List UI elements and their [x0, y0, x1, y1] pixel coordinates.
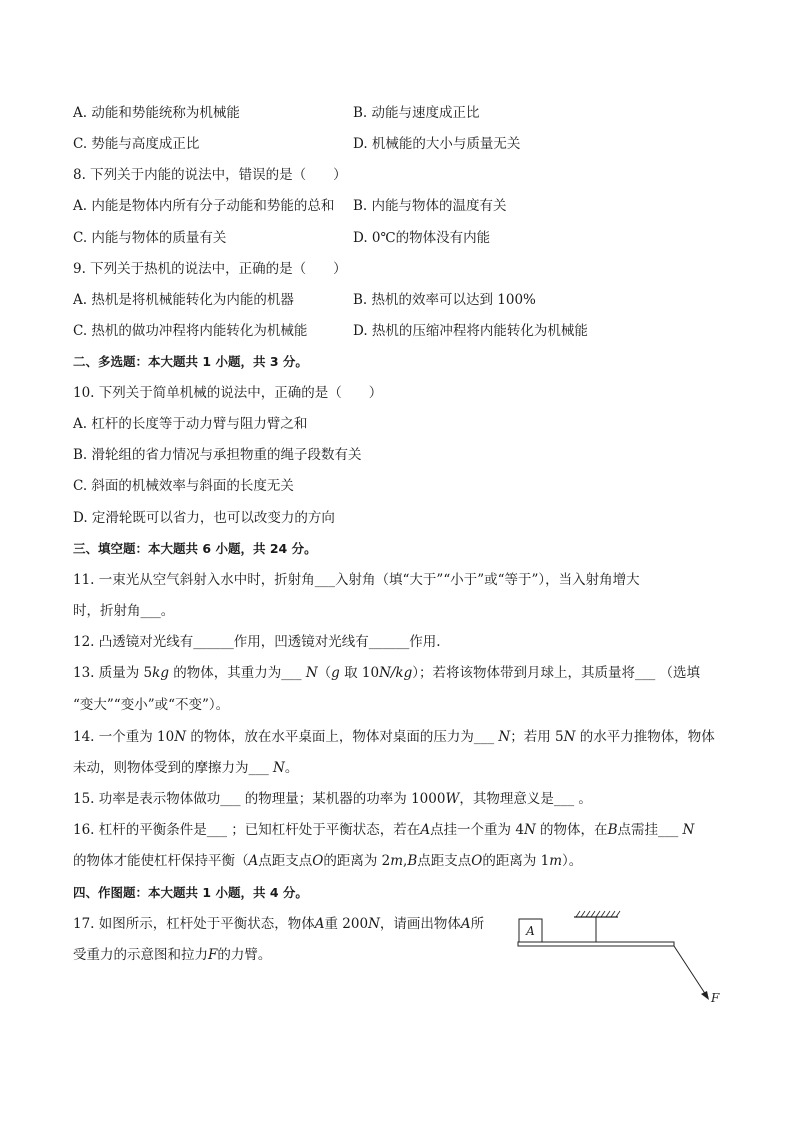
section-4-score: 4: [269, 885, 279, 900]
q17-force-f: F: [208, 947, 218, 963]
q14-unit-3: N: [563, 729, 576, 745]
q17-text-e: 受重力的示意图和拉力: [73, 947, 208, 963]
q9-option-b: B. 热机的效率可以达到 100%: [353, 292, 536, 308]
q14-unit-1: N: [174, 729, 187, 745]
q14-text-d: 的水平力推物体，物体: [575, 729, 715, 745]
force-f-label: F: [711, 991, 720, 1005]
q14-unit-4: N: [273, 760, 285, 776]
section-3-count: 6: [202, 541, 212, 556]
section-3-title: 三、填空题：本大题共: [73, 541, 199, 556]
q16-unit-1: N: [523, 822, 536, 838]
section-4-count: 1: [202, 885, 212, 900]
q14-text-e: 未动，则物体受到的摩擦力为___: [73, 760, 274, 776]
q13-text-a: 13. 质量为 5: [73, 665, 153, 681]
section-3-mid: 小题，共: [215, 541, 266, 556]
q16-unit-2: N: [682, 822, 695, 838]
q7-option-d: D. 机械能的大小与质量无关: [353, 136, 521, 152]
q14-text-b: 的物体，放在水平桌面上，物体对桌面的压力为___: [186, 729, 499, 745]
q16-point-b: B: [607, 822, 618, 838]
ceiling-support: [574, 911, 620, 917]
q16-text-d: 点需挂___: [617, 822, 683, 838]
section-3-score: 24: [269, 541, 288, 556]
q16-point-o: O: [312, 853, 324, 869]
q12-line-1: 12. 凸透镜对光线有______作用，凹透镜对光线有______作用.: [73, 634, 441, 650]
q16-text-j: 的距离为 1: [482, 853, 550, 869]
section-2-mid: 小题，共: [215, 354, 266, 369]
q14-line-1: [73, 728, 715, 746]
q13-text-c: （: [317, 665, 332, 681]
q16-text-b: 点挂一个重为 4: [430, 822, 524, 838]
q14-text-a: 14. 一个重为 10: [73, 729, 175, 745]
q9-stem: 9. 下列关于热机的说法中，正确的是（ ）: [73, 261, 347, 277]
section-4-heading: [73, 884, 308, 902]
q17-line-1: [73, 915, 484, 933]
q17-unit: N: [368, 916, 380, 932]
q17-text-d: 所: [470, 916, 485, 932]
q15-line-1: [73, 790, 592, 808]
section-4-mid: 小题，共: [215, 885, 266, 900]
lever-diagram: [512, 905, 732, 1010]
section-2-score: 3: [269, 354, 279, 369]
q13-g: g: [331, 665, 340, 681]
q16-unit-m-2: m: [549, 853, 563, 869]
q13-text-e: ）；若将该物体带到月球上，其质量将___ （选填: [412, 665, 701, 681]
q16-text-a: 16. 杠杆的平衡条件是___ ；已知杠杆处于平衡状态，若在: [73, 822, 421, 838]
q9-option-a: A. 热机是将机械能转化为内能的机器: [73, 292, 294, 308]
q8-option-a: A. 内能是物体内所有分子动能和势能的总和: [73, 198, 335, 214]
section-2-heading: [73, 353, 308, 371]
section-2-title: 二、多选题：本大题共: [73, 354, 199, 369]
q11-line-2: 时，折射角___。: [73, 603, 175, 619]
q17-text-f: 的力臂。: [217, 947, 272, 963]
q13-unit-n: N: [305, 665, 318, 681]
q7-option-c: C. 势能与高度成正比: [73, 136, 200, 152]
q17-text-b: 重 200: [324, 916, 369, 932]
q13-line-1: [73, 664, 700, 682]
q16-text-f: 点距支点: [258, 853, 313, 869]
lever-bar: [518, 942, 674, 946]
q16-point-a-2: A: [248, 853, 259, 869]
q14-line-2: [73, 759, 298, 777]
q10-stem: 10. 下列关于简单机械的说法中，正确的是（ ）: [73, 385, 383, 401]
q14-text-c: ；若用 5: [510, 729, 564, 745]
q17-point-a-2: A: [460, 916, 471, 932]
q9-option-c: C. 热机的做功冲程将内能转化为机械能: [73, 323, 308, 339]
q8-option-b: B. 内能与物体的温度有关: [353, 198, 507, 214]
q16-text-g: 的距离为 2: [323, 853, 391, 869]
q16-text-i: 点距支点: [417, 853, 472, 869]
q16-line-2: [73, 852, 582, 870]
section-4-end: 分。: [282, 885, 308, 900]
q14-text-f: 。: [284, 760, 299, 776]
force-f-line: [674, 946, 706, 995]
q17-line-2: [73, 946, 271, 964]
q17-point-a: A: [314, 916, 325, 932]
q16-text-h: ,: [403, 853, 408, 869]
q16-point-a: A: [420, 822, 431, 838]
q13-text-d: 取 10: [339, 665, 380, 681]
q10-option-d: D. 定滑轮既可以省力，也可以改变力的方向: [73, 510, 335, 526]
q17-text-c: ，请画出物体: [379, 916, 461, 932]
q7-option-a: A. 动能和势能统称为机械能: [73, 105, 240, 121]
q17-text-a: 17. 如图所示，杠杆处于平衡状态，物体: [73, 916, 315, 932]
q15-unit: W: [445, 791, 460, 807]
q13-line-2: “变大”“变小”或“不变”）。: [73, 697, 230, 713]
q16-point-b-2: B: [407, 853, 418, 869]
q16-unit-m-1: m: [390, 853, 404, 869]
section-3-end: 分。: [291, 541, 317, 556]
q16-text-k: ）。: [562, 853, 583, 869]
q13-unit-nkg: N/kg: [379, 665, 413, 681]
section-4-title: 四、作图题：本大题共: [73, 885, 199, 900]
q14-unit-2: N: [498, 729, 511, 745]
q16-text-c: 的物体，在: [535, 822, 608, 838]
q9-option-d: D. 热机的压缩冲程将内能转化为机械能: [353, 323, 588, 339]
q10-option-b: B. 滑轮组的省力情况与承担物重的绳子段数有关: [73, 447, 362, 463]
q8-option-c: C. 内能与物体的质量有关: [73, 230, 227, 246]
q16-text-e: 的物体才能使杠杆保持平衡（: [73, 853, 249, 869]
section-3-heading: [73, 540, 317, 558]
section-2-end: 分。: [282, 354, 308, 369]
block-a-label: A: [526, 924, 535, 938]
q13-text-b: 的物体，其重力为___: [168, 665, 306, 681]
section-2-count: 1: [202, 354, 212, 369]
force-f-arrowhead: [701, 991, 709, 1000]
q11-line-1: 11. 一束光从空气斜射入水中时，折射角___入射角（填“大于”“小于”或“等于”），当入射角增大: [73, 572, 640, 588]
q7-option-b: B. 动能与速度成正比: [353, 105, 480, 121]
q13-unit-kg: kg: [152, 665, 169, 681]
q15-text-a: 15. 功率是表示物体做功___ 的物理量；某机器的功率为 1000: [73, 791, 446, 807]
q16-point-o-2: O: [471, 853, 483, 869]
q15-text-b: ，其物理意义是___ 。: [459, 791, 592, 807]
q8-option-d: D. 0℃的物体没有内能: [353, 230, 491, 246]
q16-line-1: [73, 821, 694, 839]
q8-stem: 8. 下列关于内能的说法中，错误的是（ ）: [73, 167, 347, 183]
q10-option-a: A. 杠杆的长度等于动力臂与阻力臂之和: [73, 416, 308, 432]
q10-option-c: C. 斜面的机械效率与斜面的长度无关: [73, 478, 294, 494]
